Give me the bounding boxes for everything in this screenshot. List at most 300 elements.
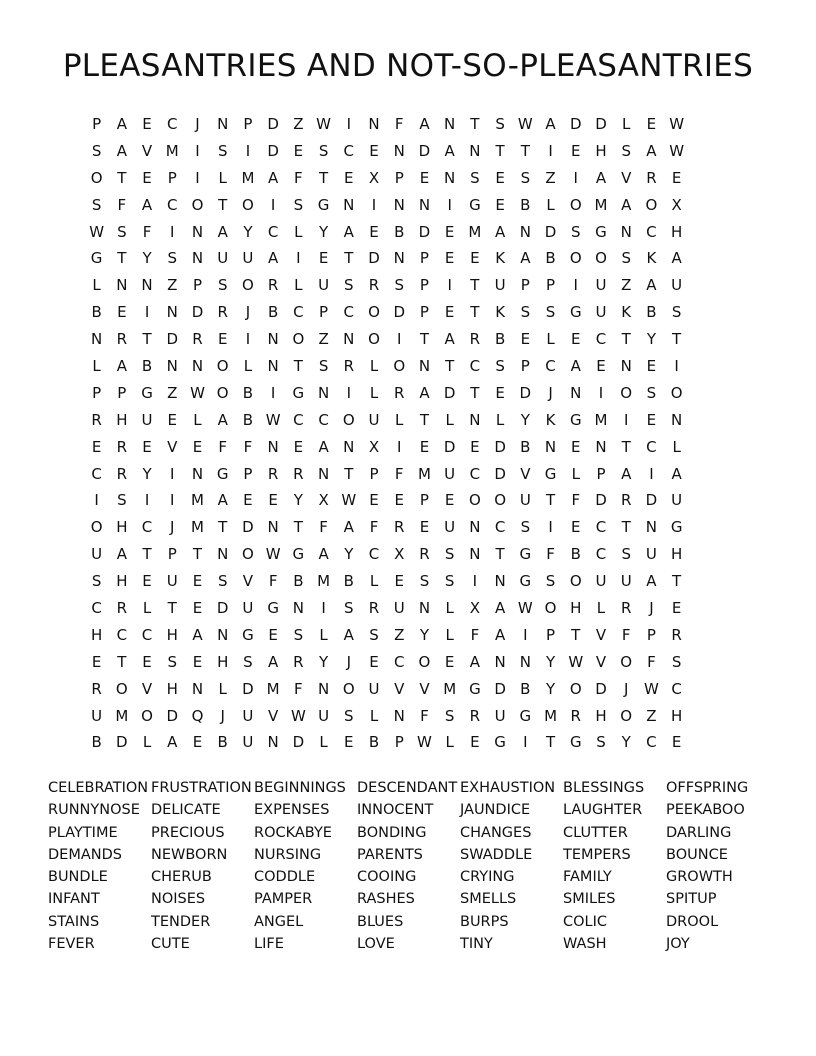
grid-letter[interactable]: E [142, 652, 152, 671]
grid-letter[interactable]: D [242, 518, 254, 537]
grid-letter[interactable]: W [568, 652, 584, 671]
grid-letter[interactable]: E [495, 195, 505, 214]
grid-letter[interactable]: U [595, 276, 607, 295]
grid-letter[interactable]: N [217, 625, 229, 644]
grid-letter[interactable]: N [418, 195, 431, 214]
grid-letter[interactable]: A [621, 464, 632, 483]
grid-letter[interactable]: E [419, 168, 430, 187]
grid-letter[interactable]: S [621, 249, 631, 268]
grid-letter[interactable]: N [191, 679, 204, 698]
grid-letter[interactable]: R [293, 464, 304, 483]
grid-letter[interactable]: R [620, 599, 632, 618]
grid-letter[interactable]: M [241, 168, 255, 187]
grid-letter[interactable]: L [369, 706, 379, 725]
grid-letter[interactable]: R [116, 464, 128, 483]
grid-letter[interactable]: N [469, 141, 481, 160]
grid-letter[interactable]: A [419, 115, 430, 133]
grid-letter[interactable]: E [192, 733, 203, 752]
grid-letter[interactable]: A [116, 545, 127, 564]
grid-letter[interactable]: Z [167, 383, 178, 402]
grid-letter[interactable]: C [141, 625, 153, 644]
grid-letter[interactable]: R [217, 303, 228, 322]
grid-letter[interactable]: P [646, 625, 656, 644]
grid-letter[interactable]: E [646, 357, 657, 376]
grid-letter[interactable]: E [646, 115, 657, 133]
grid-letter[interactable]: Y [545, 679, 556, 698]
grid-letter[interactable]: I [548, 141, 553, 160]
grid-letter[interactable]: P [167, 545, 177, 564]
grid-letter[interactable]: A [469, 652, 481, 671]
grid-letter[interactable]: N [469, 545, 481, 564]
grid-letter[interactable]: C [368, 545, 380, 564]
grid-letter[interactable]: S [545, 303, 556, 322]
grid-letter[interactable]: Y [520, 410, 530, 429]
grid-letter[interactable]: A [217, 491, 228, 510]
grid-letter[interactable]: I [573, 276, 578, 295]
grid-letter[interactable]: V [520, 464, 531, 483]
grid-letter[interactable]: S [293, 195, 304, 214]
grid-letter[interactable]: D [191, 303, 204, 322]
grid-letter[interactable]: G [519, 706, 532, 725]
grid-letter[interactable]: P [419, 276, 429, 295]
grid-letter[interactable]: J [220, 706, 225, 725]
grid-letter[interactable]: B [520, 437, 531, 456]
grid-letter[interactable]: A [141, 195, 153, 214]
grid-letter[interactable]: C [595, 545, 607, 564]
grid-letter[interactable]: U [620, 572, 632, 591]
grid-letter[interactable]: I [270, 383, 276, 402]
grid-letter[interactable]: L [369, 383, 379, 402]
grid-letter[interactable]: E [495, 383, 505, 402]
grid-letter[interactable]: O [620, 383, 633, 402]
grid-letter[interactable]: C [318, 410, 329, 429]
grid-letter[interactable]: H [90, 625, 103, 644]
grid-letter[interactable]: D [267, 115, 279, 133]
grid-letter[interactable]: L [445, 410, 454, 429]
grid-letter[interactable]: O [468, 491, 481, 510]
grid-letter[interactable]: B [91, 303, 102, 322]
grid-letter[interactable]: N [418, 357, 431, 376]
grid-letter[interactable]: I [371, 195, 377, 214]
grid-letter[interactable]: Y [318, 222, 329, 241]
grid-letter[interactable]: I [649, 464, 654, 483]
grid-letter[interactable]: V [167, 437, 178, 456]
grid-letter[interactable]: S [394, 276, 404, 295]
grid-letter[interactable]: C [293, 410, 304, 429]
grid-letter[interactable]: N [570, 383, 582, 402]
grid-letter[interactable]: P [319, 303, 329, 322]
grid-letter[interactable]: J [623, 679, 629, 698]
grid-letter[interactable]: G [569, 410, 582, 429]
grid-letter[interactable]: O [569, 249, 582, 268]
grid-letter[interactable]: O [242, 195, 254, 214]
grid-letter[interactable]: N [444, 115, 456, 133]
grid-letter[interactable]: E [293, 141, 304, 160]
grid-letter[interactable]: S [571, 222, 581, 241]
grid-letter[interactable]: O [620, 706, 633, 725]
grid-letter[interactable]: N [141, 276, 153, 295]
grid-letter[interactable]: B [141, 357, 153, 376]
grid-letter[interactable]: I [245, 141, 251, 160]
grid-letter[interactable]: O [115, 679, 128, 698]
grid-letter[interactable]: F [647, 652, 656, 671]
grid-letter[interactable]: M [417, 464, 431, 483]
grid-letter[interactable]: N [671, 410, 683, 429]
grid-letter[interactable]: D [544, 222, 557, 241]
grid-letter[interactable]: U [368, 679, 380, 698]
grid-letter[interactable]: L [445, 625, 454, 644]
grid-letter[interactable]: O [242, 545, 254, 564]
grid-letter[interactable]: D [292, 733, 305, 752]
grid-letter[interactable]: B [545, 249, 556, 268]
grid-letter[interactable]: S [318, 141, 329, 160]
grid-letter[interactable]: G [292, 545, 305, 564]
grid-letter[interactable]: O [569, 572, 582, 591]
grid-letter[interactable]: L [294, 222, 303, 241]
grid-letter[interactable]: T [545, 491, 556, 510]
grid-letter[interactable]: U [393, 599, 405, 618]
grid-letter[interactable]: G [569, 733, 582, 752]
grid-letter[interactable]: Y [545, 652, 556, 671]
grid-letter[interactable]: P [92, 383, 102, 402]
grid-letter[interactable]: C [646, 437, 657, 456]
grid-letter[interactable]: L [445, 733, 454, 752]
grid-letter[interactable]: I [598, 383, 604, 402]
grid-letter[interactable]: S [419, 572, 430, 591]
grid-letter[interactable]: N [469, 410, 481, 429]
grid-letter[interactable]: Z [621, 276, 632, 295]
grid-letter[interactable]: U [242, 733, 254, 752]
grid-letter[interactable]: H [116, 572, 128, 591]
grid-letter[interactable]: S [621, 141, 631, 160]
grid-letter[interactable]: I [472, 572, 478, 591]
grid-letter[interactable]: W [644, 679, 659, 698]
grid-letter[interactable]: L [319, 625, 328, 644]
grid-letter[interactable]: L [142, 733, 152, 752]
grid-letter[interactable]: V [394, 679, 405, 698]
grid-letter[interactable]: I [447, 276, 452, 295]
grid-letter[interactable]: R [394, 518, 405, 537]
grid-letter[interactable]: N [519, 222, 531, 241]
grid-letter[interactable]: D [443, 383, 456, 402]
grid-letter[interactable]: I [270, 195, 276, 214]
grid-letter[interactable]: B [520, 679, 531, 698]
grid-letter[interactable]: C [393, 652, 405, 671]
grid-letter[interactable]: B [368, 733, 380, 752]
grid-letter[interactable]: M [544, 706, 558, 725]
grid-letter[interactable]: G [469, 195, 481, 214]
grid-letter[interactable]: R [469, 330, 481, 349]
grid-letter[interactable]: P [369, 464, 379, 483]
grid-letter[interactable]: W [265, 410, 281, 429]
grid-letter[interactable]: S [167, 652, 178, 671]
grid-letter[interactable]: S [217, 276, 228, 295]
grid-letter[interactable]: I [523, 733, 528, 752]
grid-letter[interactable]: L [672, 437, 681, 456]
grid-letter[interactable]: S [520, 518, 531, 537]
grid-letter[interactable]: F [117, 195, 127, 214]
grid-letter[interactable]: P [394, 168, 404, 187]
grid-letter[interactable]: C [595, 518, 607, 537]
grid-letter[interactable]: D [418, 222, 431, 241]
grid-letter[interactable]: I [523, 625, 528, 644]
grid-letter[interactable]: E [444, 491, 455, 510]
grid-letter[interactable]: O [494, 491, 507, 510]
grid-letter[interactable]: N [116, 276, 128, 295]
grid-letter[interactable]: O [569, 195, 582, 214]
grid-letter[interactable]: W [517, 599, 533, 618]
grid-letter[interactable]: T [470, 303, 480, 322]
grid-letter[interactable]: G [494, 733, 506, 752]
grid-letter[interactable]: K [495, 249, 506, 268]
grid-letter[interactable]: O [368, 330, 380, 349]
grid-letter[interactable]: Q [191, 706, 204, 725]
grid-letter[interactable]: N [393, 249, 405, 268]
grid-letter[interactable]: P [520, 276, 530, 295]
grid-letter[interactable]: T [318, 168, 329, 187]
grid-letter[interactable]: L [571, 464, 580, 483]
grid-letter[interactable]: W [316, 115, 331, 133]
grid-letter[interactable]: A [621, 195, 632, 214]
grid-letter[interactable]: E [394, 572, 404, 591]
grid-letter[interactable]: S [621, 545, 631, 564]
grid-letter[interactable]: X [394, 545, 405, 564]
grid-letter[interactable]: E [369, 141, 379, 160]
grid-letter[interactable]: N [645, 518, 658, 537]
grid-letter[interactable]: B [267, 303, 279, 322]
grid-letter[interactable]: Y [646, 330, 656, 349]
grid-letter[interactable]: B [242, 410, 254, 429]
grid-letter[interactable]: E [243, 491, 253, 510]
grid-letter[interactable]: J [245, 303, 251, 322]
grid-letter[interactable]: R [646, 168, 657, 187]
grid-letter[interactable]: V [242, 572, 254, 591]
grid-letter[interactable]: F [268, 572, 278, 591]
grid-letter[interactable]: G [141, 383, 153, 402]
grid-letter[interactable]: I [397, 437, 402, 456]
grid-letter[interactable]: A [545, 115, 556, 133]
grid-letter[interactable]: T [293, 518, 303, 537]
grid-letter[interactable]: C [167, 195, 178, 214]
grid-letter[interactable]: U [217, 249, 229, 268]
grid-letter[interactable]: H [116, 518, 128, 537]
grid-letter[interactable]: B [91, 733, 102, 752]
grid-letter[interactable]: C [469, 464, 481, 483]
grid-letter[interactable]: O [393, 357, 406, 376]
grid-letter[interactable]: G [595, 222, 607, 241]
grid-letter[interactable]: K [495, 303, 506, 322]
grid-letter[interactable]: J [170, 518, 175, 537]
grid-letter[interactable]: K [545, 410, 556, 429]
grid-letter[interactable]: R [267, 464, 279, 483]
grid-letter[interactable]: C [91, 464, 102, 483]
grid-letter[interactable]: T [293, 357, 303, 376]
grid-letter[interactable]: L [193, 410, 202, 429]
grid-letter[interactable]: O [216, 383, 229, 402]
grid-letter[interactable]: B [217, 733, 228, 752]
grid-letter[interactable]: S [344, 599, 354, 618]
grid-letter[interactable]: R [394, 383, 405, 402]
grid-letter[interactable]: E [117, 303, 127, 322]
grid-letter[interactable]: R [343, 357, 355, 376]
grid-letter[interactable]: D [595, 115, 607, 133]
grid-letter[interactable]: N [620, 222, 632, 241]
grid-letter[interactable]: O [569, 679, 582, 698]
grid-letter[interactable]: W [341, 491, 357, 510]
grid-letter[interactable]: P [419, 249, 429, 268]
grid-letter[interactable]: A [167, 733, 178, 752]
grid-letter[interactable]: R [368, 599, 380, 618]
grid-letter[interactable]: D [418, 141, 431, 160]
grid-letter[interactable]: U [671, 491, 683, 510]
grid-letter[interactable]: I [548, 518, 553, 537]
grid-letter[interactable]: R [620, 491, 632, 510]
grid-letter[interactable]: A [444, 330, 455, 349]
grid-letter[interactable]: U [519, 491, 531, 510]
grid-letter[interactable]: G [292, 383, 305, 402]
grid-letter[interactable]: V [268, 706, 279, 725]
grid-letter[interactable]: P [520, 357, 530, 376]
grid-letter[interactable]: D [166, 706, 179, 725]
grid-letter[interactable]: S [344, 706, 354, 725]
grid-letter[interactable]: O [242, 276, 254, 295]
grid-letter[interactable]: E [444, 249, 455, 268]
grid-letter[interactable]: E [268, 491, 278, 510]
grid-letter[interactable]: A [116, 357, 127, 376]
grid-letter[interactable]: N [393, 141, 405, 160]
grid-letter[interactable]: L [495, 410, 505, 429]
grid-letter[interactable]: E [671, 733, 682, 752]
grid-letter[interactable]: O [544, 599, 557, 618]
grid-letter[interactable]: U [595, 303, 607, 322]
grid-letter[interactable]: A [343, 518, 354, 537]
grid-letter[interactable]: I [170, 222, 175, 241]
grid-letter[interactable]: T [117, 249, 127, 268]
grid-letter[interactable]: A [192, 625, 203, 644]
grid-letter[interactable]: N [343, 195, 355, 214]
grid-letter[interactable]: C [343, 141, 355, 160]
grid-letter[interactable]: J [649, 599, 654, 618]
grid-letter[interactable]: T [445, 357, 455, 376]
grid-letter[interactable]: I [346, 115, 352, 133]
grid-letter[interactable]: S [444, 545, 455, 564]
grid-letter[interactable]: R [267, 276, 279, 295]
grid-letter[interactable]: N [494, 652, 506, 671]
grid-letter[interactable]: S [91, 195, 102, 214]
grid-letter[interactable]: A [116, 115, 127, 133]
grid-letter[interactable]: U [242, 599, 254, 618]
grid-letter[interactable]: E [444, 303, 455, 322]
grid-letter[interactable]: L [319, 733, 328, 752]
grid-letter[interactable]: W [517, 115, 533, 133]
grid-letter[interactable]: G [670, 518, 683, 537]
grid-letter[interactable]: R [368, 276, 380, 295]
grid-letter[interactable]: W [417, 733, 432, 752]
grid-letter[interactable]: M [317, 572, 331, 591]
grid-letter[interactable]: X [318, 491, 329, 510]
grid-letter[interactable]: S [671, 652, 682, 671]
grid-letter[interactable]: I [170, 464, 175, 483]
grid-letter[interactable]: Z [293, 115, 304, 133]
grid-letter[interactable]: N [494, 572, 506, 591]
grid-letter[interactable]: X [368, 437, 380, 456]
grid-letter[interactable]: T [142, 330, 152, 349]
grid-letter[interactable]: T [621, 518, 631, 537]
grid-letter[interactable]: T [571, 625, 581, 644]
grid-letter[interactable]: T [672, 572, 682, 591]
grid-letter[interactable]: S [217, 572, 228, 591]
grid-letter[interactable]: P [92, 115, 102, 133]
grid-letter[interactable]: L [142, 599, 152, 618]
grid-letter[interactable]: T [470, 115, 480, 133]
grid-letter[interactable]: D [267, 141, 279, 160]
grid-letter[interactable]: S [520, 168, 531, 187]
grid-letter[interactable]: F [571, 491, 581, 510]
grid-letter[interactable]: E [369, 491, 379, 510]
grid-letter[interactable]: I [195, 141, 200, 160]
grid-letter[interactable]: G [519, 545, 532, 564]
grid-letter[interactable]: N [90, 330, 103, 349]
grid-letter[interactable]: M [443, 679, 457, 698]
grid-letter[interactable]: A [570, 357, 581, 376]
grid-letter[interactable]: N [217, 545, 229, 564]
grid-letter[interactable]: S [470, 168, 480, 187]
grid-letter[interactable]: L [369, 572, 379, 591]
grid-letter[interactable]: B [646, 303, 657, 322]
grid-letter[interactable]: C [469, 357, 481, 376]
grid-letter[interactable]: R [91, 679, 102, 698]
grid-letter[interactable]: T [419, 330, 430, 349]
grid-letter[interactable]: G [544, 464, 557, 483]
grid-letter[interactable]: F [319, 518, 328, 537]
grid-letter[interactable]: T [545, 733, 556, 752]
grid-letter[interactable]: A [419, 383, 430, 402]
grid-letter[interactable]: A [343, 222, 354, 241]
grid-letter[interactable]: H [570, 599, 582, 618]
grid-letter[interactable]: H [671, 545, 683, 564]
grid-letter[interactable]: C [343, 303, 355, 322]
grid-letter[interactable]: C [494, 518, 506, 537]
grid-letter[interactable]: E [167, 410, 177, 429]
grid-letter[interactable]: V [141, 679, 153, 698]
grid-letter[interactable]: E [344, 168, 354, 187]
grid-letter[interactable]: D [116, 733, 128, 752]
grid-letter[interactable]: E [444, 652, 455, 671]
grid-letter[interactable]: T [117, 168, 127, 187]
grid-letter[interactable]: E [369, 652, 379, 671]
grid-letter[interactable]: Y [142, 464, 152, 483]
grid-letter[interactable]: L [445, 599, 454, 618]
grid-letter[interactable]: B [242, 383, 254, 402]
grid-letter[interactable]: L [369, 357, 379, 376]
grid-letter[interactable]: Y [293, 491, 303, 510]
grid-letter[interactable]: R [419, 545, 430, 564]
grid-letter[interactable]: R [469, 706, 481, 725]
grid-letter[interactable]: F [420, 706, 429, 725]
grid-letter[interactable]: M [468, 222, 482, 241]
grid-letter[interactable]: E [419, 437, 430, 456]
grid-letter[interactable]: E [646, 410, 657, 429]
grid-letter[interactable]: N [267, 518, 279, 537]
grid-letter[interactable]: H [217, 652, 229, 671]
grid-letter[interactable]: S [646, 383, 657, 402]
grid-letter[interactable]: F [218, 437, 228, 456]
grid-letter[interactable]: N [191, 222, 204, 241]
grid-letter[interactable]: S [520, 303, 531, 322]
grid-letter[interactable]: E [142, 572, 152, 591]
grid-letter[interactable]: T [495, 545, 505, 564]
grid-letter[interactable]: F [621, 625, 631, 644]
